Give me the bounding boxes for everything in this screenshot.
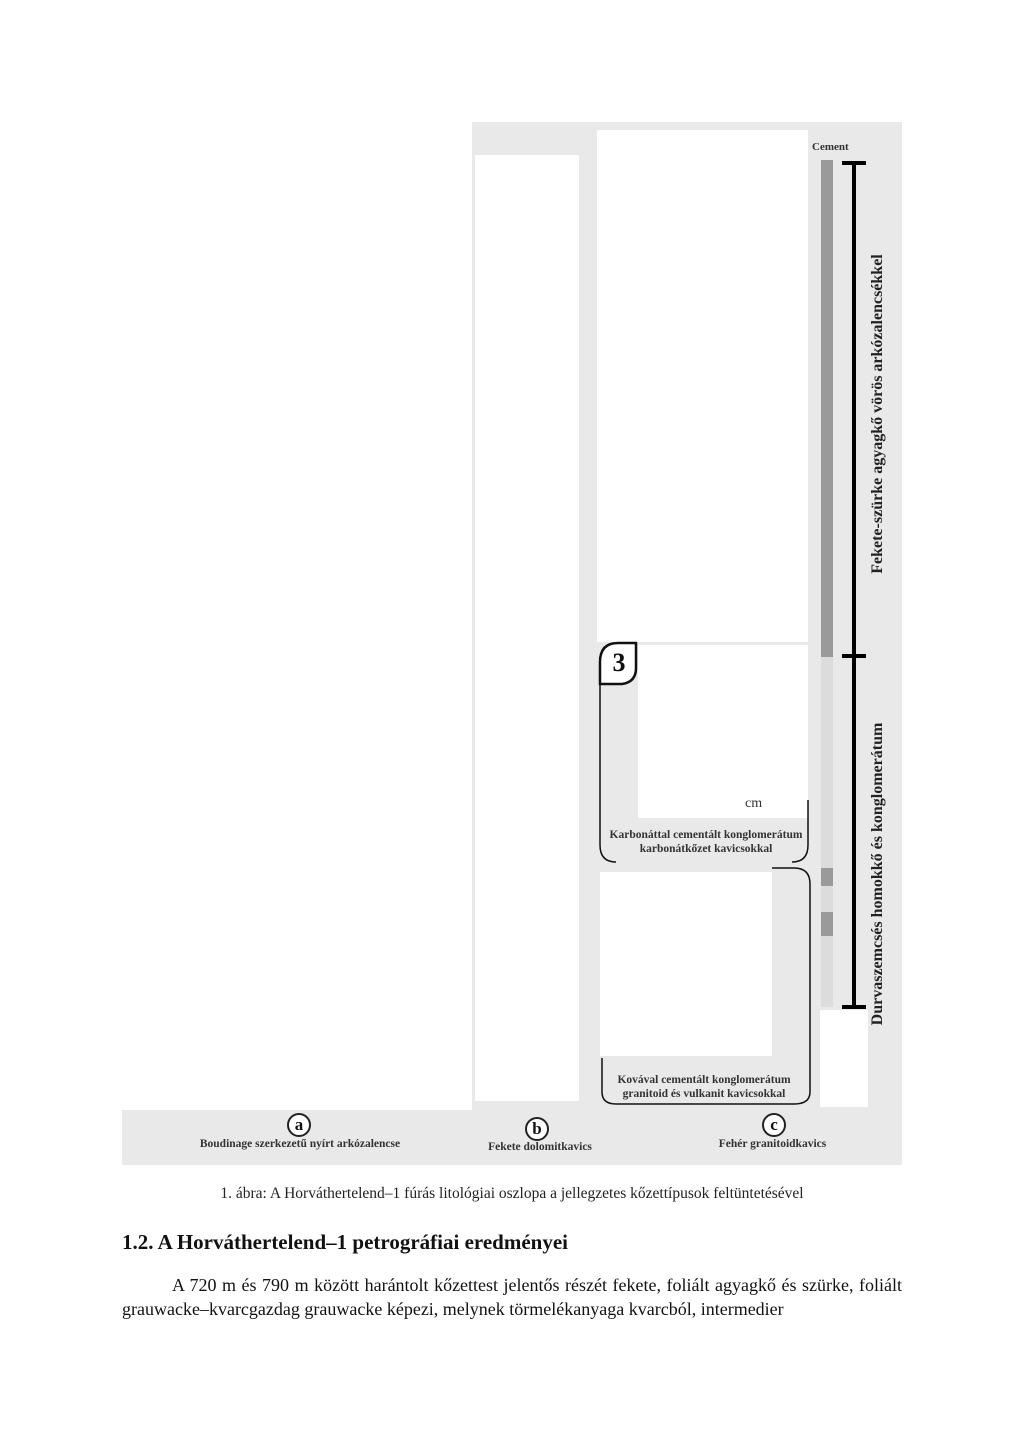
unit-lower-label: Durvaszemcsés homokkő és konglomerátum	[869, 722, 886, 1026]
cement-label: Cement	[812, 141, 849, 153]
lithology-column-dark	[821, 160, 833, 657]
inset-number-badge: 3	[612, 648, 626, 677]
panel-c-marker: c	[762, 1113, 786, 1137]
panel-a-marker: a	[287, 1113, 311, 1137]
silica-label-line1: Kovával cementált konglomerátum	[617, 1074, 791, 1086]
photo-panel-a	[122, 155, 472, 1110]
scale-unit-label: cm	[745, 796, 763, 811]
carbonate-label-line1: Karbonáttal cementált konglomerátum	[609, 829, 803, 841]
inset-brackets	[596, 640, 818, 1110]
photo-panel-c-upper	[597, 130, 808, 642]
photo-panel-b	[475, 155, 579, 1101]
panel-b-marker: b	[525, 1117, 549, 1141]
section-heading: 1.2. A Horváthertelend–1 petrográfiai eredményei	[122, 1230, 568, 1254]
body-paragraph: A 720 m és 790 m között harántolt kőzettest jelentős részét fekete, foliált agyagkő és szürke, foliált grauwacke–kvarcgazdag grauwacke képezi, melynek törmelékanyaga kvarcból, intermedier	[122, 1275, 902, 1319]
lithology-column-band-2	[821, 912, 833, 936]
carbonate-label-line2: karbonátkőzet kavicsokkal	[639, 843, 773, 855]
lithology-column-light	[821, 657, 833, 1007]
figure-caption: 1. ábra: A Horváthertelend–1 fúrás litológiai oszlopa a jellegzetes kőzettípusok feltüntetésével	[220, 1185, 804, 1202]
unit-upper-label: Fekete-szürke agyagkő vörös arkózalencsékkel	[869, 254, 886, 574]
carbonate-conglomerate-label	[600, 828, 812, 856]
lithology-column-band-1	[821, 868, 833, 886]
panel-b-caption: Fekete dolomitkavics	[488, 1141, 592, 1153]
silica-conglomerate-label	[604, 1073, 804, 1101]
silica-label-line2: granitoid és vulkanit kavicsokkal	[622, 1088, 786, 1100]
column-bottom-blank	[820, 1010, 868, 1107]
panel-c-caption: Fehér granitoidkavics	[718, 1138, 827, 1150]
panel-a-caption: Boudinage szerkezetű nyírt arkózalencse	[199, 1138, 401, 1150]
